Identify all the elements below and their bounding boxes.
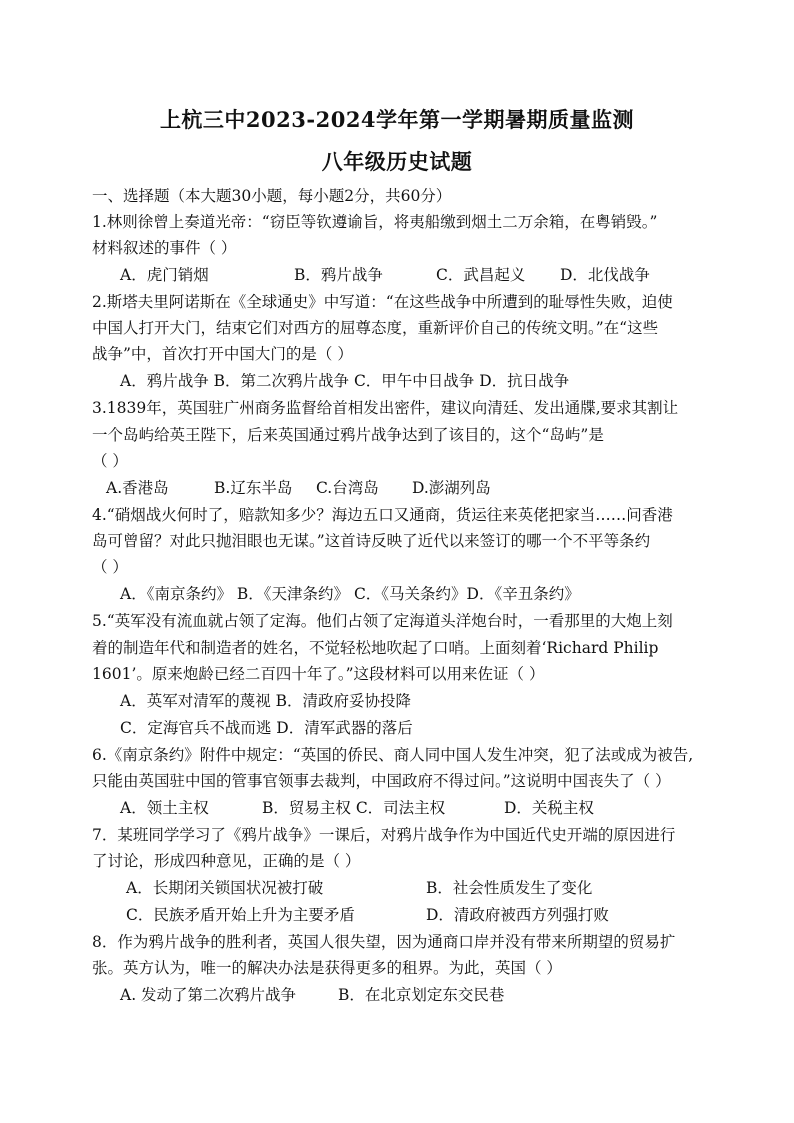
question-5-line-1: 5.“英军没有流血就占领了定海。他们占领了定海道头洋炮台时，一看那里的大炮上刻 [92,612,673,630]
question-3-line-2: 一个岛屿给英王陛下，后来英国通过鸦片战争达到了该目的，这个“岛屿”是 [92,426,604,444]
question-7-option-d: D．清政府被西方列强打败 [426,906,609,924]
question-6-line-2: 只能由英国驻中国的管事官领事去裁判，中国政府不得过问。”这说明中国丧失了（ ） [92,772,671,790]
question-8-line-1: 8．作为鸦片战争的胜利者，英国人很失望，因为通商口岸并没有带来所期望的贸易扩 [92,933,676,951]
question-8-option-b: B．在北京划定东交民巷 [338,986,505,1004]
question-3-option-b: B.辽东半岛 [214,479,293,497]
section-heading: 一、选择题（本大题30小题，每小题2分，共60分） [92,187,452,205]
question-5-options-cd: C．定海官兵不战而逃 D．清军武器的落后 [120,719,413,737]
question-7-line-2: 了讨论，形成四种意见，正确的是（ ） [92,852,361,870]
question-8-line-2: 张。英方认为，唯一的解决办法是获得更多的租界。为此，英国（ ） [92,959,562,977]
question-3-option-a: A.香港岛 [106,479,169,497]
question-1-option-b: B．鸦片战争 [294,266,383,284]
question-6-option-d: D．关税主权 [504,799,594,817]
question-6-option-a: A．领土主权 [120,799,209,817]
question-7-line-1: 7．某班同学学习了《鸦片战争》一课后，对鸦片战争作为中国近代史开端的原因进行 [92,826,676,844]
question-1-line-2: 材料叙述的事件（ ） [92,239,237,257]
question-3-option-c: C.台湾岛 [316,479,379,497]
question-2-line-3: 战争”中，首次打开中国大门的是（ ） [92,345,353,363]
question-1-option-a: A．虎门销烟 [120,266,209,284]
question-8-option-a: A. 发动了第二次鸦片战争 [120,986,297,1004]
question-6-line-1: 6.《南京条约》附件中规定：“英国的侨民、商人同中国人发生冲突，犯了法或成为被告, [92,746,694,764]
question-3-line-3: （ ） [92,452,128,470]
question-2-line-1: 2.斯塔夫里阿诺斯在《全球通史》中写道：“在这些战争中所遭到的耻辱性失败，迫使 [92,293,673,311]
question-1-option-d: D．北伐战争 [560,266,650,284]
question-7-option-c: C．民族矛盾开始上升为主要矛盾 [126,906,355,924]
question-4-line-3: （ ） [92,558,128,576]
question-5-line-2: 着的制造年代和制造者的姓名，不觉轻松地吹起了口哨。上面刻着‘Richard Philip [92,639,659,657]
question-4-options: A．《南京条约》 B．《天津条约》 C．《马关条约》D．《辛丑条约》 [120,585,580,603]
question-7-option-b: B．社会性质发生了变化 [426,879,593,897]
question-6-option-bc: B．贸易主权 C．司法主权 [262,799,446,817]
question-5-line-3: 1601’。原来炮龄已经二百四十年了。”这段材料可以用来佐证（ ） [92,665,545,683]
question-2-options: A．鸦片战争 B．第二次鸦片战争 C．甲午中日战争 D．抗日战争 [120,372,570,390]
question-7-option-a: A．长期闭关锁国状况被打破 [126,879,324,897]
question-1-option-c: C．武昌起义 [436,266,526,284]
question-2-line-2: 中国人打开大门，结束它们对西方的屈尊态度，重新评价自己的传统文明。”在“这些 [92,319,659,337]
question-4-line-1: 4.“硝烟战火何时了，赔款知多少？海边五口又通商，货运往来英佬把家当……问香港 [92,506,673,524]
exam-title: 上杭三中2023-2024学年第一学期暑期质量监测 [159,107,635,132]
question-1-line-1: 1.林则徐曾上奏道光帝：“窃臣等钦遵谕旨，将夷船缴到烟土二万余箱，在粤销毁。” [92,213,658,231]
question-4-line-2: 岛可曾留？对此只抛泪眼也无谋。”这首诗反映了近代以来签订的哪一个不平等条约 [92,532,651,550]
question-3-line-1: 3.1839年，英国驻广州商务监督给首相发出密件，建议向清廷、发出通牒,要求其割让 [92,399,679,417]
question-5-options-ab: A．英军对清军的蔑视 B．清政府妥协投降 [120,692,412,710]
question-3-option-d: D.澎湖列岛 [412,479,491,497]
exam-subtitle: 八年级历史试题 [321,149,473,174]
